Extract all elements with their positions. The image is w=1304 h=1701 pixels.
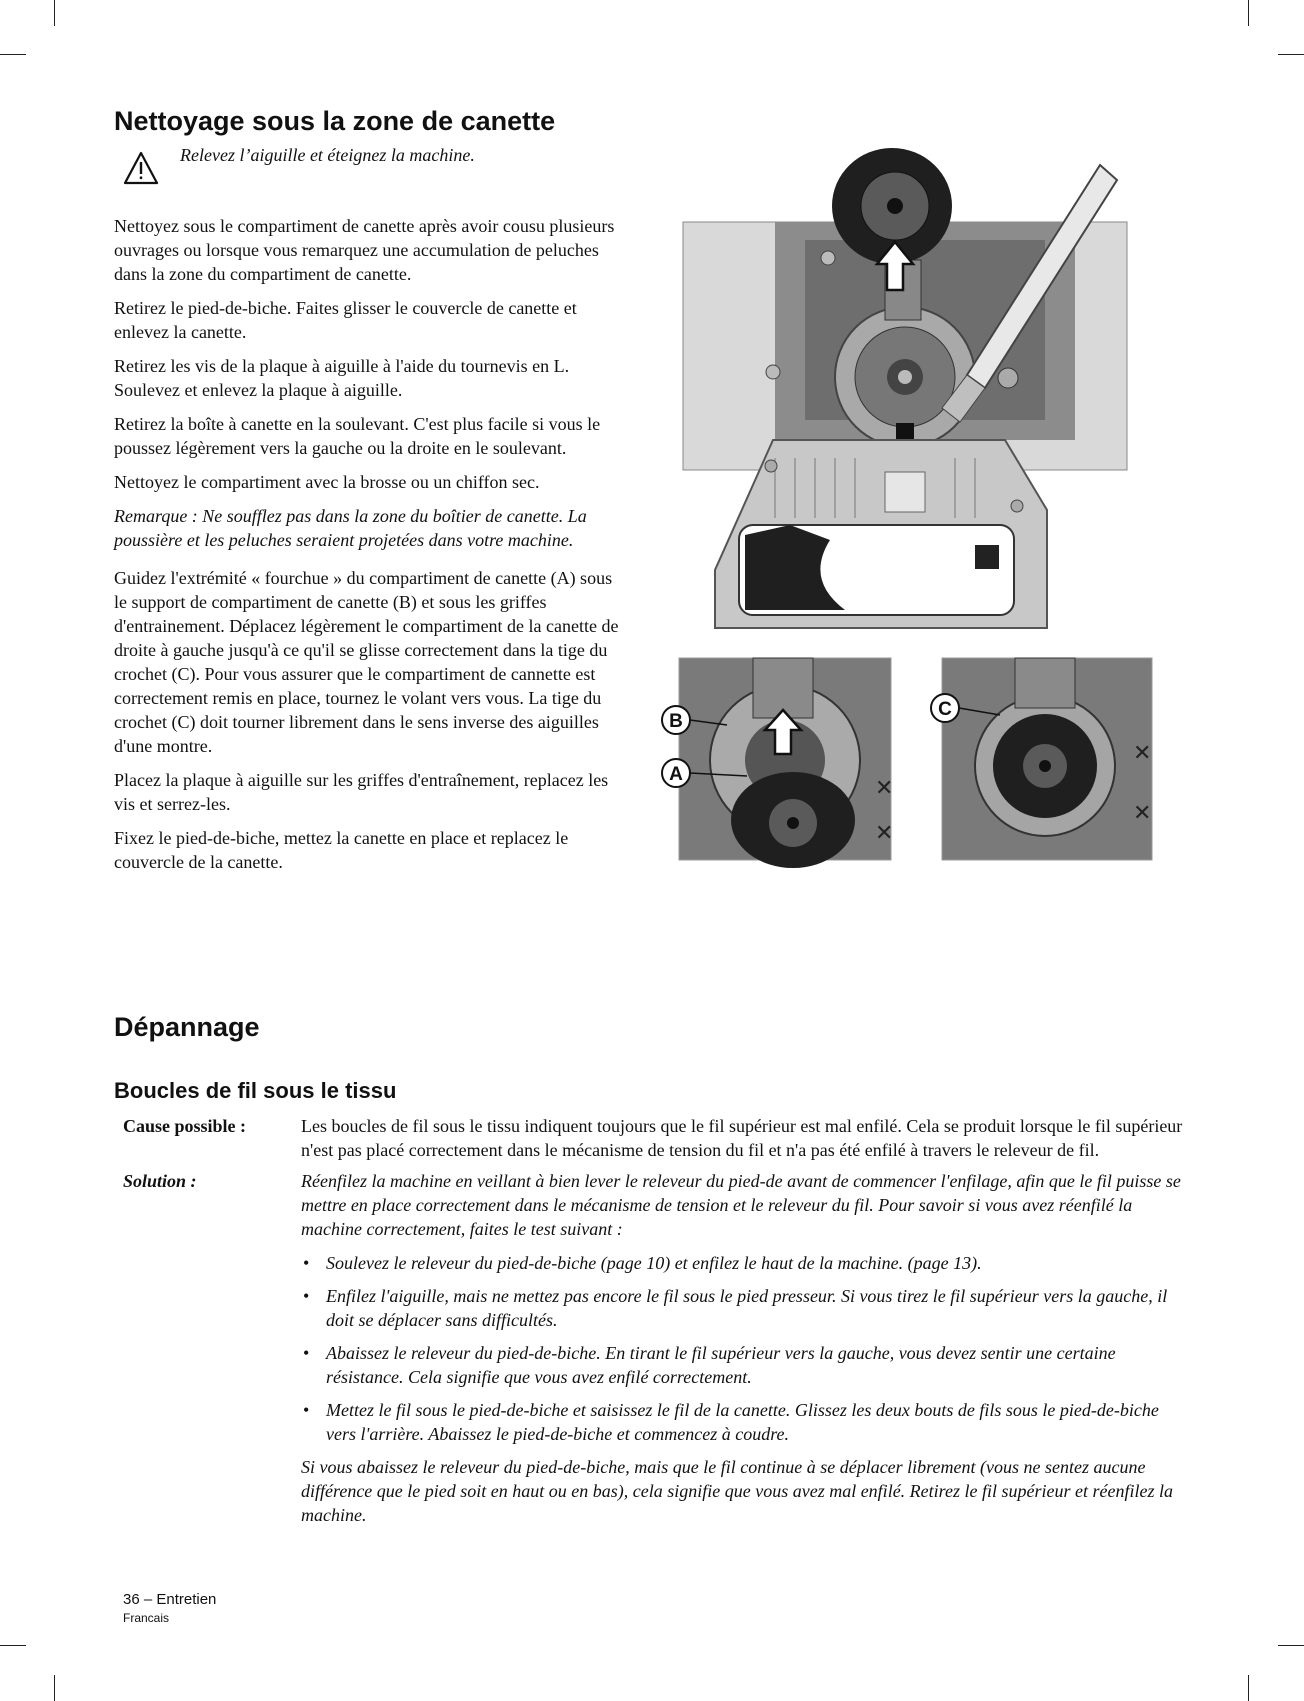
cause-label: Cause possible : <box>123 1116 247 1136</box>
callout-c: C <box>938 699 952 720</box>
solution-row <box>123 1169 1183 1527</box>
crop-mark <box>0 1645 26 1646</box>
subsection-title: Boucles de fil sous le tissu <box>114 1078 397 1103</box>
list-item: • Mettez le fil sous le pied-de-biche et saisissez le fil de la canette. Glissez les deux bouts de fils sous le pied-de-biche vers l'arrière. Abaissez le pied-de-biche et commencez à coudre. <box>301 1398 1183 1446</box>
callout-b: B <box>669 711 683 732</box>
warning-text: Relevez l’aiguille et éteignez la machine. <box>180 145 475 165</box>
paragraph: Fixez le pied-de-biche, mettez la canette en place et replacez le couvercle de la canette. <box>114 828 569 872</box>
troubleshooting-title: Dépannage <box>114 1012 260 1042</box>
section-title: Nettoyage sous la zone de canette <box>114 106 556 136</box>
crop-mark <box>54 1675 55 1701</box>
paragraph: Nettoyez sous le compartiment de canette après avoir cousu plusieurs ouvrages ou lorsque vous remarquez une accumulation de peluches dans la zone du compartiment de canette. <box>114 216 615 284</box>
svg-text:✕: ✕ <box>875 775 894 800</box>
crop-mark <box>1248 1675 1249 1701</box>
bobbin-area-illustration <box>655 140 1155 870</box>
paragraph: Placez la plaque à aiguille sur les griffes d'entraînement, replacez les vis et serrez-les. <box>114 770 609 814</box>
callout-a: A <box>669 764 683 785</box>
paragraph: Retirez le pied-de-biche. Faites glisser le couvercle de canette et enlevez la canette. <box>114 298 577 342</box>
svg-text:✕: ✕ <box>875 820 894 845</box>
paragraph: Nettoyez le compartiment avec la brosse ou un chiffon sec. <box>114 472 540 492</box>
crop-mark <box>54 0 55 26</box>
paragraph: Guidez l'extrémité « fourchue » du compartiment de canette (A) sous le support de compartiment de canette (B) et sous les griffes d'entrainement. Déplacez légèrement le compartiment de la canette de droite à gauche jusqu'à ce qu'il se glisse correctement dans la tige du crochet (C). Pour vous assurer que le compartiment de cannette est correctement remis en place, tournez le volant vers vous. La tige du crochet (C) doit tourner librement dans le sens inverse des aiguilles d'une montre. <box>114 568 619 756</box>
crop-mark <box>1248 0 1249 26</box>
language-label: Francais <box>123 1611 170 1625</box>
troubleshooting-table <box>123 1114 1183 1534</box>
cause-text: Les boucles de fil sous le tissu indiquent toujours que le fil supérieur est mal enfilé. Cela se produit lorsque le fil supérieur n'est pas placé correctement dans le mécanisme de tension du fil et n'a pas été enfilé à travers le releveur de fil. <box>301 1116 1183 1160</box>
cleaning-instructions <box>114 214 622 884</box>
closing-text: Si vous abaissez le releveur du pied-de-biche, mais que le fil continue à se déplacer librement (vous ne sentez aucune différence que le pied soit en haut ou en bas), cela signifie que vous avez mal enfilé. Retirez le fil supérieur et réenfilez la machine. <box>301 1457 1173 1525</box>
warning-icon <box>123 151 159 185</box>
paragraph: Retirez la boîte à canette en la soulevant. C'est plus facile si vous le poussez légèrement vers la gauche ou la droite en le soulevant. <box>114 414 601 458</box>
crop-mark <box>1278 54 1304 55</box>
list-item: • Soulevez le releveur du pied-de-biche (page 10) et enfilez le haut de la machine. (page 13). <box>301 1251 1183 1275</box>
paragraph: Retirez les vis de la plaque à aiguille à l'aide du tournevis en L. Soulevez et enlevez la plaque à aiguille. <box>114 356 570 400</box>
crop-mark <box>0 54 26 55</box>
note: Remarque : Ne soufflez pas dans la zone du boîtier de canette. La poussière et les peluches seraient projetées dans votre machine. <box>114 506 587 550</box>
solution-label: Solution : <box>123 1171 197 1191</box>
list-item: • Abaissez le releveur du pied-de-biche. En tirant le fil supérieur vers la gauche, vous devez sentir une certaine résistance. Cela signifie que vous avez enfilé correctement. <box>301 1341 1183 1389</box>
cause-row <box>123 1114 1183 1162</box>
test-steps-list <box>301 1251 1183 1446</box>
crop-mark <box>1278 1645 1304 1646</box>
list-item: • Enfilez l'aiguille, mais ne mettez pas encore le fil sous le pied presseur. Si vous tirez le fil supérieur vers la gauche, il doit se déplacer sans difficultés. <box>301 1284 1183 1332</box>
svg-text:✕: ✕ <box>1133 800 1152 825</box>
svg-text:✕: ✕ <box>1133 740 1152 765</box>
page-number: 36 – Entretien <box>123 1591 217 1608</box>
solution-text: Réenfilez la machine en veillant à bien lever le releveur du pied-de avant de commencer l'enfilage, afin que le fil puisse se mettre en place correctement dans le mécanisme de tension et le releveur du fil. Pour savoir si vous avez réenfilé la machine correctement, faites le test suivant : <box>301 1171 1181 1239</box>
